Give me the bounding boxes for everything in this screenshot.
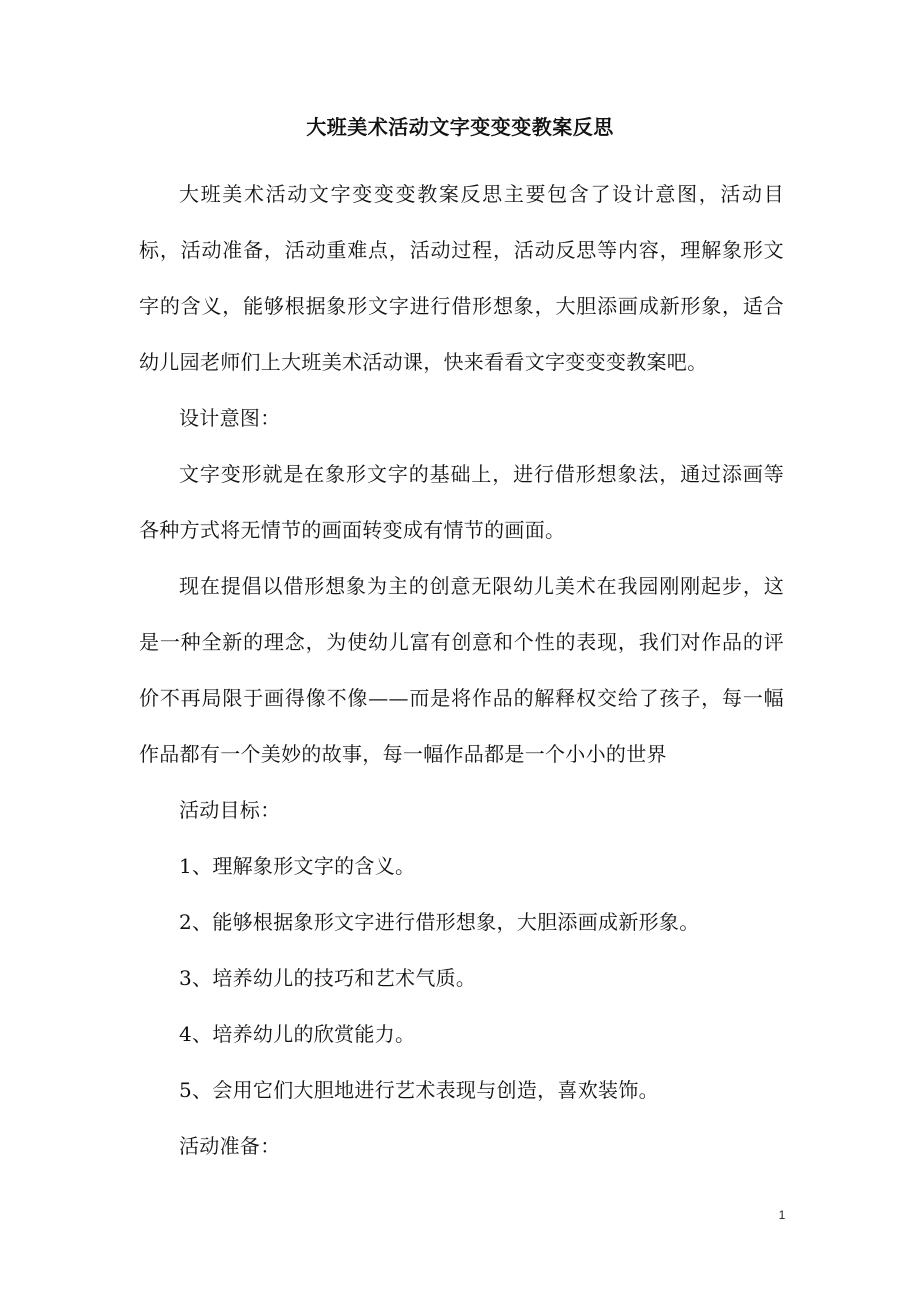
goal-item-2: 2、能够根据象形文字进行借形想象，大胆添画成新形象。 xyxy=(179,910,700,934)
goal-item-5: 5、会用它们大胆地进行艺术表现与创造，喜欢装饰。 xyxy=(179,1078,659,1102)
heading-activity-preparation: 活动准备： xyxy=(179,1134,281,1158)
paragraph-design-intent-2: 现在提倡以借形想象为主的创意无限幼儿美术在我园刚刚起步，这是一种全新的理念，为使幼儿富有创意和个性的表现，我们对作品的评价不再局限于画得像不像——而是将作品的解释权交给了孩子，每一幅作品都有一个美妙的故事，每一幅作品都是一个小小的世界 xyxy=(139,574,784,766)
document-title: 大班美术活动文字变变变教案反思 xyxy=(306,115,614,139)
goal-item-1: 1、理解象形文字的含义。 xyxy=(179,854,416,878)
paragraph-intro: 大班美术活动文字变变变教案反思主要包含了设计意图，活动目标，活动准备，活动重难点，活动过程，活动反思等内容，理解象形文字的含义，能够根据象形文字进行借形想象，大胆添画成新形象，适合幼儿园老师们上大班美术活动课，快来看看文字变变变教案吧。 xyxy=(139,182,784,374)
heading-design-intent: 设计意图： xyxy=(179,406,281,430)
heading-activity-goals: 活动目标： xyxy=(179,798,281,822)
goal-item-4: 4、培养幼儿的欣赏能力。 xyxy=(179,1022,416,1046)
goal-item-3: 3、培养幼儿的技巧和艺术气质。 xyxy=(179,966,477,990)
paragraph-design-intent-1: 文字变形就是在象形文字的基础上，进行借形想象法，通过添画等各种方式将无情节的画面转变成有情节的画面。 xyxy=(139,462,784,542)
document-body xyxy=(139,166,784,1174)
page-number: 1 xyxy=(778,1208,786,1222)
